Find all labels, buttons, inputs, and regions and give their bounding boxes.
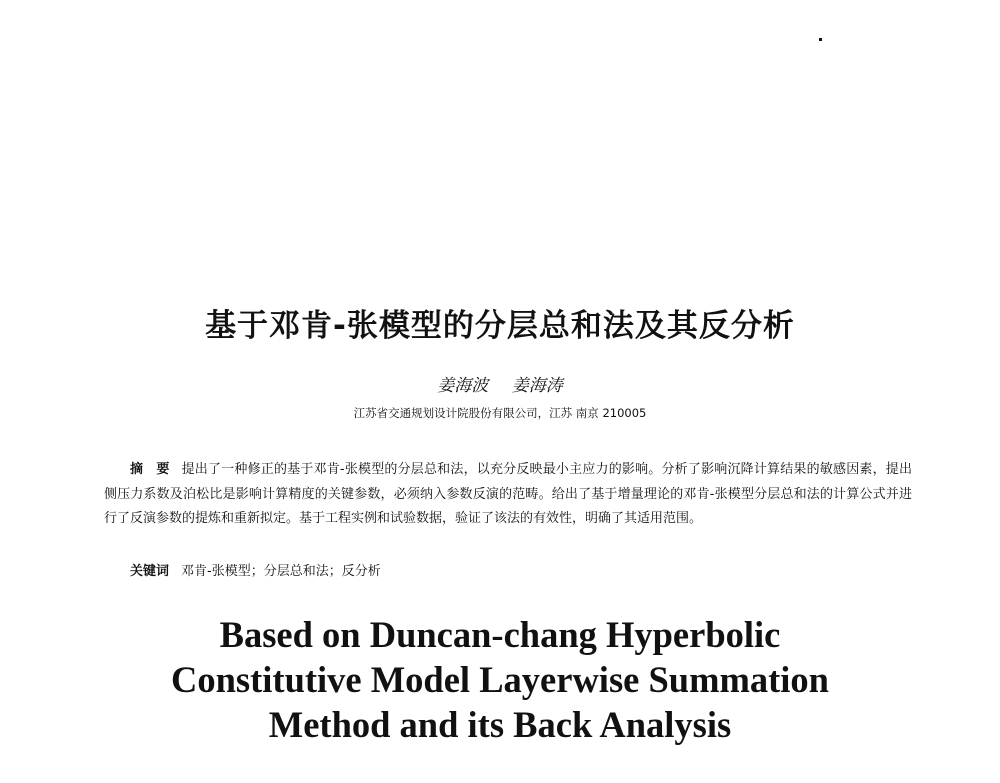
author-name: 姜海波 <box>437 376 489 396</box>
paper-title-chinese: 基于邓肯-张模型的分层总和法及其反分析 <box>205 308 795 344</box>
paper-title-english <box>0 612 1000 747</box>
keywords-label: 关键词 <box>130 564 170 579</box>
abstract-text: 提出了一种修正的基于邓肯-张模型的分层总和法，以充分反映最小主应力的影响。分析了影响沉降计算结果的敏感因素，提出侧压力系数及泊松比是影响计算精度的关键参数，必须纳入参数反演的范畴。给出了基于增量理论的邓肯-张模型分层总和法的计算公式并进行了反演参数的提炼和重新拟定。基于工程实例和试验数据，验证了该法的有效性，明确了其适用范围。 <box>104 462 912 526</box>
author-name: 姜海涛 <box>511 376 563 396</box>
affiliation: 江苏省交通规划设计院股份有限公司，江苏 南京 210005 <box>353 406 647 420</box>
keywords <box>130 560 381 584</box>
abstract-label: 摘 要 <box>130 462 170 477</box>
title-line: Method and its Back Analysis <box>268 704 732 745</box>
title-line: Constitutive Model Layerwise Summation <box>171 659 829 700</box>
page-mark <box>819 38 822 41</box>
authors <box>0 375 1000 397</box>
abstract <box>104 458 912 532</box>
keywords-text: 邓肯-张模型；分层总和法；反分析 <box>181 564 381 579</box>
title-line: Based on Duncan-chang Hyperbolic <box>219 614 781 655</box>
